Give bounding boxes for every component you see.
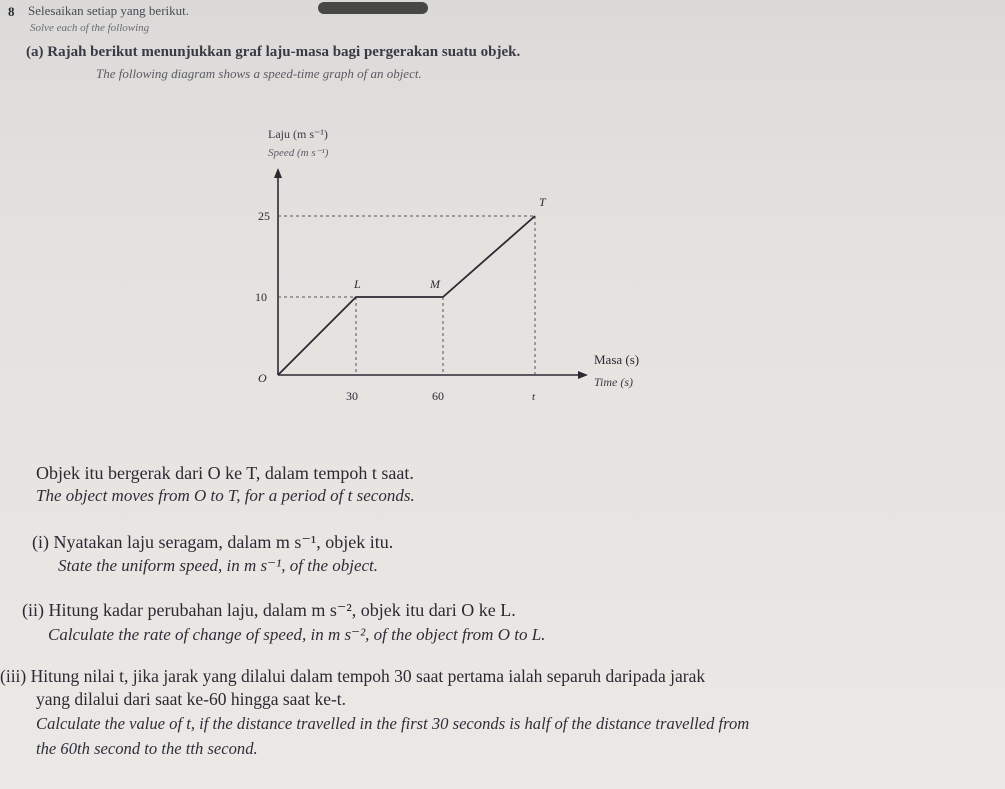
question-ii-malay — [22, 600, 516, 621]
instruction-malay: Selesaikan setiap yang berikut. — [28, 3, 190, 18]
question-iii-english-line2: the 60th second to the tth second. — [36, 739, 258, 758]
y-tick-25: 25 — [258, 209, 270, 223]
question-ii-english: Calculate the rate of change of speed, in m s⁻², of the object from O to L. — [48, 625, 546, 644]
part-a-text-malay: Rajah berikut menunjukkan graf laju-masa bagi pergerakan suatu objek. — [47, 44, 521, 60]
y-tick-10: 10 — [255, 290, 267, 304]
y-axis-label-english: Speed (m s⁻¹) — [268, 147, 329, 159]
question-iii-english-line1: Calculate the value of t, if the distance travelled in the first 30 seconds is half of the distance travelled from — [36, 714, 750, 733]
question-iii-malay-line2: yang dilalui dari saat ke-60 hingga saat ke-t. — [36, 689, 347, 709]
origin-label: O — [258, 371, 267, 385]
intro-english: The object moves from O to T, for a period of t seconds. — [36, 486, 415, 505]
intro-malay: Objek itu bergerak dari O ke T, dalam tempoh t saat. — [36, 463, 414, 483]
x-axis-label-english: Time (s) — [594, 375, 633, 389]
part-a-text-english: The following diagram shows a speed-time graph of an object. — [96, 66, 422, 81]
part-a-label: (a) — [26, 44, 44, 60]
y-axis-label-malay: Laju (m s⁻¹) — [268, 127, 328, 141]
x-axis-arrow — [578, 371, 588, 379]
question-i-malay — [32, 532, 393, 553]
question-i-english: State the uniform speed, in m s⁻¹, of the object. — [58, 556, 379, 575]
speed-time-line — [278, 216, 535, 375]
question-ii-label: (ii) — [22, 600, 44, 620]
point-label-M: M — [430, 277, 440, 291]
question-i-label: (i) — [32, 532, 49, 552]
speed-time-graph — [230, 120, 670, 420]
ink-blot — [318, 2, 428, 14]
x-axis-label-malay: Masa (s) — [594, 352, 640, 367]
y-axis-arrow — [274, 168, 282, 178]
question-ii-text: Hitung kadar perubahan laju, dalam m s⁻², objek itu dari O ke L. — [48, 600, 516, 620]
question-iii-malay-line1 — [0, 666, 705, 687]
question-i-text: Nyatakan laju seragam, dalam m s⁻¹, objek itu. — [53, 532, 394, 552]
question-number: 8 — [8, 4, 15, 19]
x-tick-30: 30 — [346, 389, 358, 403]
question-iii-label: (iii) — [0, 666, 27, 686]
x-tick-60: 60 — [432, 389, 444, 403]
x-tick-t: t — [532, 391, 536, 403]
question-iii-text-1: Hitung nilai t, jika jarak yang dilalui dalam tempoh 30 saat pertama ialah separuh daripada jarak — [30, 666, 706, 686]
part-a-heading — [26, 44, 520, 61]
point-label-L: L — [354, 277, 361, 291]
instruction-english: Solve each of the following — [30, 22, 150, 34]
point-label-T: T — [539, 195, 546, 209]
